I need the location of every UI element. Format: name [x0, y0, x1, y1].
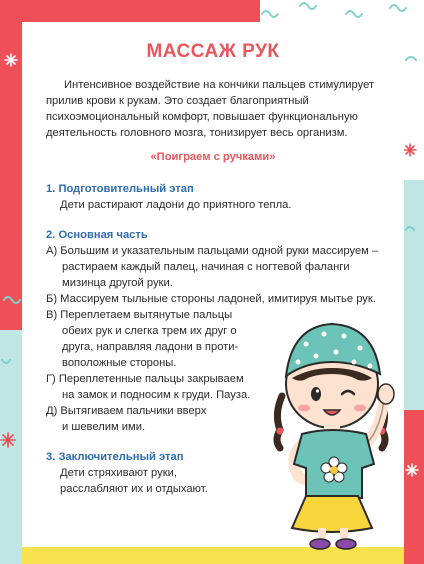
- stage1-line: Дети растирают ладони до приятного тепла.: [60, 199, 292, 211]
- stage2-item-a-line1: А) Большим и указательным пальцами одной руки массируем –: [46, 245, 379, 257]
- stage3-heading: 3. Заключительный этап: [46, 451, 184, 463]
- stage2-item-g-line1: Г) Переплетенные пальцы закрываем: [46, 373, 244, 385]
- girl-illustration: [262, 306, 402, 552]
- game-subtitle: «Поиграем с ручками»: [150, 151, 276, 163]
- stage2-heading: 2. Основная часть: [46, 229, 148, 241]
- page-title: МАССАЖ РУК: [146, 41, 280, 62]
- stage2-item-v-line1: В) Переплетаем вытянутые пальцы: [46, 309, 233, 321]
- intro-paragraph: Интенсивное воздействие на кончики пальцев стимулирует прилив крови к рукам. Это создает благоприятный психоэмоциональный комфорт, повышает функциональную деятельность головного мозга, тонизирует весь организм.: [46, 79, 375, 139]
- stage2-item-v-line4: воположные стороны.: [62, 357, 177, 369]
- stage2-item-v-line2: обеих рук и слегка трем их друг о: [62, 325, 237, 337]
- stage2-item-a-line2: растираем каждый палец, начиная с ногтевой фаланги: [62, 261, 350, 273]
- stage2-item-a-line3: мизинца другой руки.: [62, 277, 173, 289]
- stage2-item-b-line1: Б) Массируем тыльные стороны ладоней, имитируя мытье рук.: [46, 293, 376, 305]
- stage3-line2: расслабляют их и отдыхают.: [60, 483, 208, 495]
- stage1-heading: 1. Подготовительный этап: [46, 183, 194, 195]
- stage3-line1: Дети стряхивают руки,: [60, 467, 177, 479]
- stage2-item-g-line2: на замок и подносим к груди. Пауза.: [62, 389, 251, 401]
- stage2-item-d-line2: и шевелим ими.: [62, 421, 146, 433]
- stage2-item-v-line3: друга, направляя ладони в проти-: [62, 341, 239, 353]
- stage2-item-d-line1: Д) Вытягиваем пальчики вверх: [46, 405, 207, 417]
